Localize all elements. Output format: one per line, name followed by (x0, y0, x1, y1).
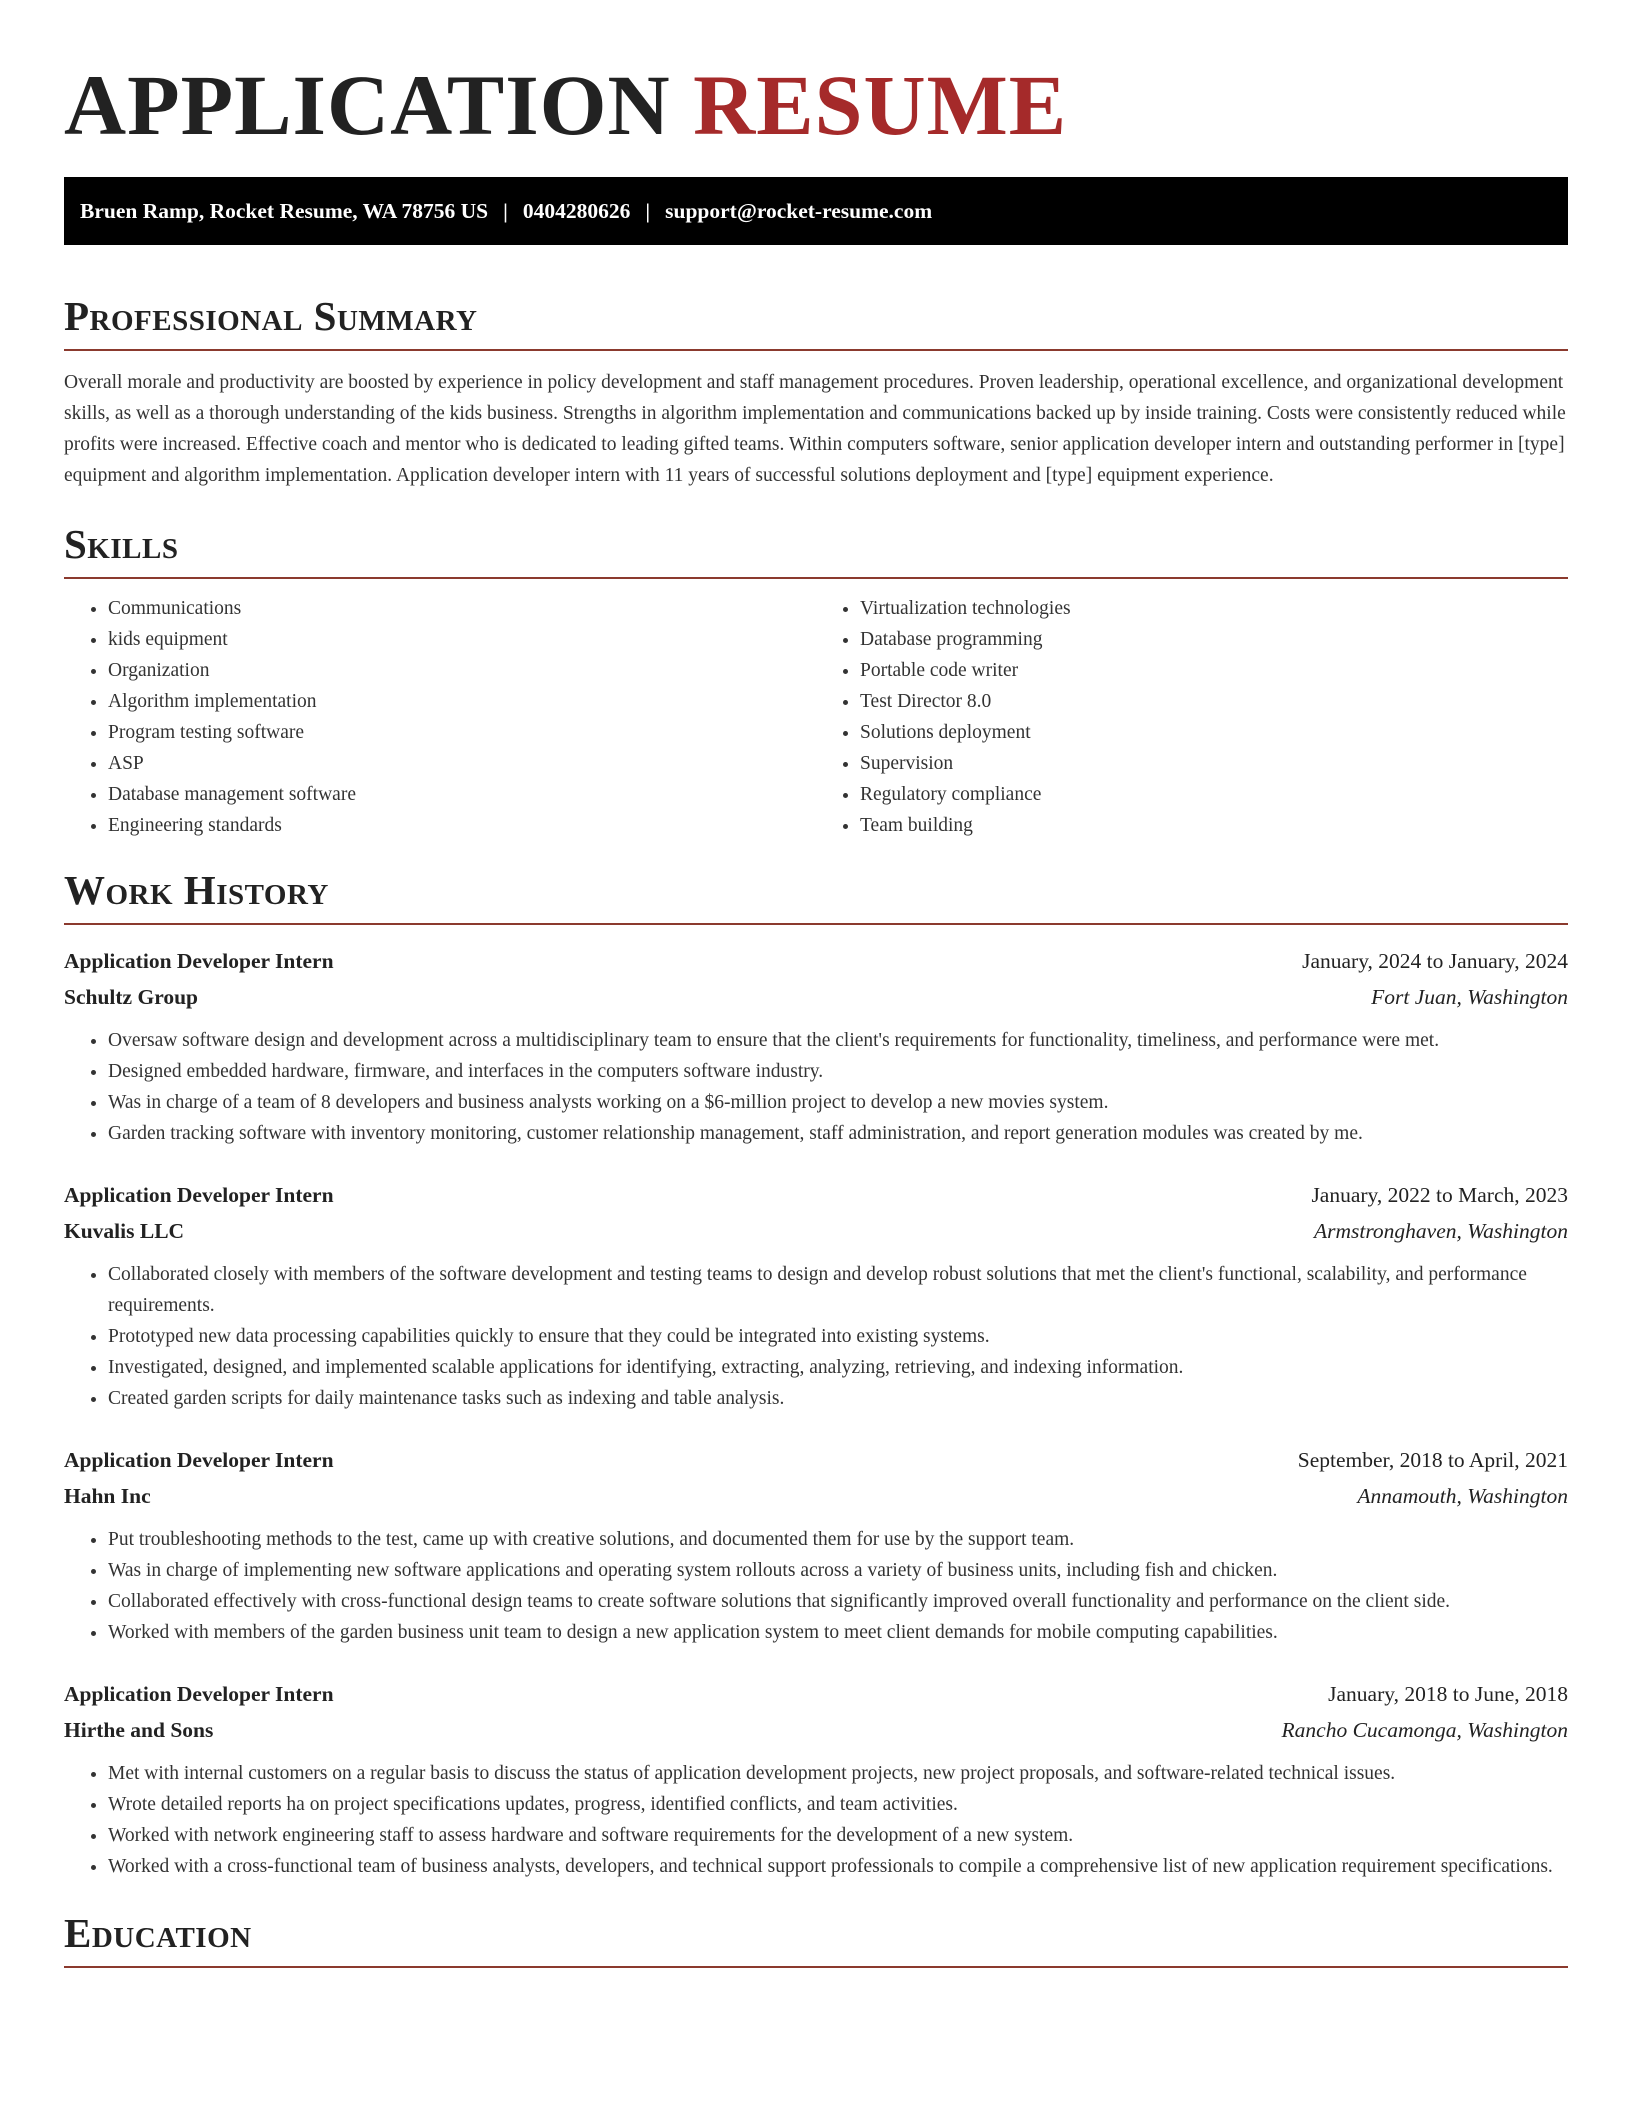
job-company: Schultz Group (64, 985, 199, 1009)
job-location: Annamouth, Washington (1357, 1484, 1568, 1508)
title-accent: RESUME (693, 57, 1068, 153)
job-title: Application Developer Intern (64, 949, 334, 973)
job-location: Fort Juan, Washington (1371, 985, 1568, 1009)
job-bullet: • Investigated, designed, and implemented scalable applications for identifying, extracting, analyzing, retrieving, and indexing information. (108, 1352, 1568, 1383)
job-company: Hahn Inc (64, 1484, 151, 1508)
summary-heading: Professional Summary (64, 289, 1568, 351)
job-dates: September, 2018 to April, 2021 (1297, 1448, 1568, 1472)
skill-item: • Team building (860, 810, 1568, 841)
title-main: APPLICATION (64, 57, 671, 153)
job-dates: January, 2022 to March, 2023 (1311, 1183, 1568, 1207)
job-entry (64, 1442, 1568, 1648)
job-bullet: • Wrote detailed reports ha on project specifications updates, progress, identified conflicts, and team activities. (108, 1789, 1568, 1820)
job-company: Hirthe and Sons (64, 1718, 214, 1742)
job-entry (64, 1676, 1568, 1882)
job-bullets (64, 1524, 1568, 1648)
job-bullet: • Collaborated closely with members of the software development and testing teams to design and develop robust solutions that met the client's functional, scalability, and performance requirements. (108, 1259, 1568, 1321)
skill-item: • Organization (108, 655, 816, 686)
contact-bar (64, 177, 1568, 245)
contact-phone: 0404280626 (522, 198, 631, 223)
skill-item: • Database management software (108, 779, 816, 810)
contact-email: support@rocket-resume.com (665, 198, 933, 223)
skill-item: • Program testing software (108, 717, 816, 748)
contact-separator: | (503, 198, 508, 223)
skill-item: • Communications (108, 593, 816, 624)
job-bullet: • Designed embedded hardware, firmware, and interfaces in the computers software industry. (108, 1056, 1568, 1087)
job-bullet: • Garden tracking software with inventory monitoring, customer relationship management, staff administration, and report generation modules was created by me. (108, 1118, 1568, 1149)
contact-separator: | (645, 198, 651, 223)
job-bullet: • Was in charge of implementing new software applications and operating system rollouts across a variety of business units, including fish and chicken. (108, 1555, 1568, 1586)
education-heading: Education (64, 1906, 1568, 1968)
skill-item: • Algorithm implementation (108, 686, 816, 717)
job-bullet: • Put troubleshooting methods to the test, came up with creative solutions, and documented them for use by the support team. (108, 1524, 1568, 1555)
job-dates: January, 2024 to January, 2024 (1302, 949, 1568, 973)
skills-column-left (64, 593, 816, 841)
job-bullet: • Created garden scripts for daily maintenance tasks such as indexing and table analysis. (108, 1383, 1568, 1414)
job-title: Application Developer Intern (64, 1183, 334, 1207)
skill-item: • Engineering standards (108, 810, 816, 841)
contact-address: Bruen Ramp, Rocket Resume, WA 78756 US (80, 198, 489, 223)
job-bullets (64, 1025, 1568, 1149)
job-location: Armstronghaven, Washington (1313, 1219, 1568, 1243)
job-entry (64, 943, 1568, 1149)
skill-item: • Virtualization technologies (860, 593, 1568, 624)
job-bullet: • Oversaw software design and development across a multidisciplinary team to ensure that the client's requirements for functionality, timeliness, and performance were met. (108, 1025, 1568, 1056)
job-dates: January, 2018 to June, 2018 (1328, 1682, 1568, 1706)
skill-item: • Supervision (860, 748, 1568, 779)
skills-heading: Skills (64, 517, 1568, 579)
skills-column-right (816, 593, 1568, 841)
job-bullets (64, 1758, 1568, 1882)
work-history-heading: Work History (64, 863, 1568, 925)
summary-text: Overall morale and productivity are boosted by experience in policy development and staff management procedures. Proven leadership, operational excellence, and organizational development skills, as well as a thorough understanding of the kids business. Strengths in algorithm implementation and communications backed up by inside training. Costs were consistently reduced while profits were increased. Effective coach and mentor who is dedicated to leading gifted teams. Within computers software, senior application developer intern and outstanding performer in [type] equipment and algorithm implementation. Application developer intern with 11 years of successful solutions deployment and [type] equipment experience. (64, 372, 1566, 486)
skill-item: • kids equipment (108, 624, 816, 655)
job-company: Kuvalis LLC (64, 1219, 185, 1243)
job-bullet: • Was in charge of a team of 8 developers and business analysts working on a $6-million project to develop a new movies system. (108, 1087, 1568, 1118)
job-entry (64, 1177, 1568, 1414)
skill-item: • Regulatory compliance (860, 779, 1568, 810)
resume-title (64, 0, 1568, 155)
job-bullet: • Prototyped new data processing capabilities quickly to ensure that they could be integrated into existing systems. (108, 1321, 1568, 1352)
job-bullet: • Worked with a cross-functional team of business analysts, developers, and technical support professionals to compile a comprehensive list of new application requirement specifications. (108, 1851, 1568, 1882)
job-bullet: • Met with internal customers on a regular basis to discuss the status of application development projects, new project proposals, and software-related technical issues. (108, 1758, 1568, 1789)
skill-item: • Solutions deployment (860, 717, 1568, 748)
skills-list (64, 593, 1568, 841)
job-bullet: • Worked with members of the garden business unit team to design a new application system to meet client demands for mobile computing capabilities. (108, 1617, 1568, 1648)
job-title: Application Developer Intern (64, 1448, 334, 1472)
job-bullet: • Worked with network engineering staff to assess hardware and software requirements for the development of a new system. (108, 1820, 1568, 1851)
job-bullet: • Collaborated effectively with cross-functional design teams to create software solutions that significantly improved overall functionality and performance on the client side. (108, 1586, 1568, 1617)
job-title: Application Developer Intern (64, 1682, 334, 1706)
job-bullets (64, 1259, 1568, 1414)
skill-item: • Test Director 8.0 (860, 686, 1568, 717)
skill-item: • Database programming (860, 624, 1568, 655)
skill-item: • ASP (108, 748, 816, 779)
skill-item: • Portable code writer (860, 655, 1568, 686)
job-location: Rancho Cucamonga, Washington (1281, 1718, 1568, 1742)
